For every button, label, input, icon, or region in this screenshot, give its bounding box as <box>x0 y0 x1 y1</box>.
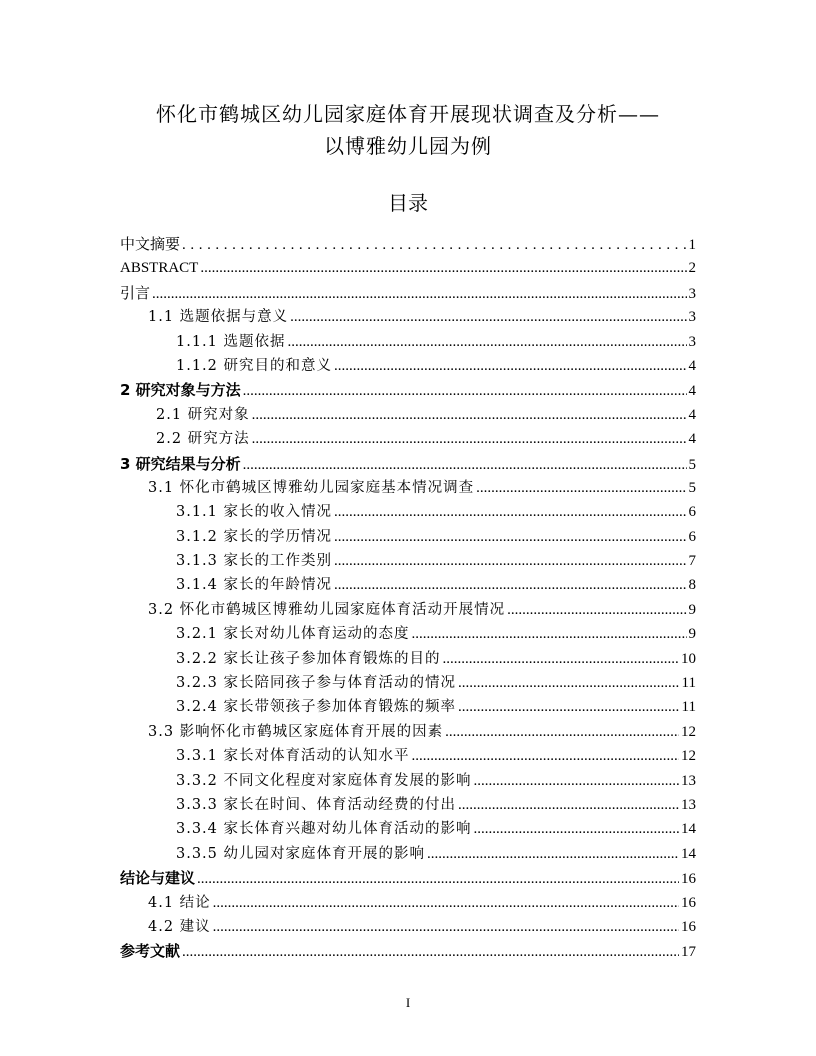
toc-page-number: 8 <box>688 577 696 594</box>
toc-entry-label: 2 研究对象与方法 <box>120 378 243 402</box>
toc-entry-3-3-4[interactable] <box>120 817 696 841</box>
toc-entry-label: ABSTRACT <box>120 256 200 280</box>
toc-page-number: 4 <box>688 406 696 423</box>
toc-entry-3-1-4[interactable] <box>120 573 696 597</box>
toc-entry-label: 3.3.1 家长对体育活动的认知水平 <box>120 744 412 768</box>
toc-page-number: 17 <box>681 944 696 961</box>
toc-leader <box>243 453 687 477</box>
toc-entry-label: 4.1 结论 <box>120 891 213 915</box>
toc-page-number: 11 <box>681 699 696 716</box>
toc-leader <box>334 573 686 597</box>
toc-leader <box>200 256 686 280</box>
page-number-footer: I <box>405 995 411 1010</box>
toc-entry-label: 结论与建议 <box>120 866 197 890</box>
toc-page-number: 6 <box>688 528 696 545</box>
toc-entry-label: 3.2.4 家长带领孩子参加体育锻炼的频率 <box>120 695 458 719</box>
toc-entry-1-1-2[interactable] <box>120 354 696 378</box>
toc-leader <box>290 305 686 329</box>
toc-page-number: 14 <box>681 845 696 862</box>
toc-entry-1-1-1[interactable] <box>120 330 696 354</box>
toc-entry-label: 2.1 研究对象 <box>120 403 252 427</box>
toc-entry-label: 3.1.1 家长的收入情况 <box>120 500 334 524</box>
toc-entry-chapter-3[interactable] <box>120 452 696 476</box>
toc-entry-introduction[interactable] <box>120 281 696 305</box>
toc-page-number: 6 <box>688 504 696 521</box>
toc-heading: 目录 <box>388 191 428 215</box>
toc-page-number: 3 <box>688 309 696 326</box>
toc-entry-3-3[interactable] <box>120 720 696 744</box>
toc-page-number: 3 <box>688 333 696 350</box>
toc-page-number: 12 <box>681 748 696 765</box>
toc-entry-3-2-1[interactable] <box>120 622 696 646</box>
toc-page-number: 5 <box>688 456 696 473</box>
toc-leader <box>412 622 687 646</box>
toc-page-number: 5 <box>688 479 696 496</box>
toc-entry-conclusion[interactable] <box>120 866 696 890</box>
table-of-contents <box>120 232 696 964</box>
toc-entry-label: 参考文献 <box>120 939 182 963</box>
toc-entry-3-2-3[interactable] <box>120 671 696 695</box>
toc-leader <box>476 476 686 500</box>
toc-entry-label: 引言 <box>120 281 152 305</box>
toc-page-number: 10 <box>681 650 696 667</box>
toc-entry-label: 3.1.2 家长的学历情况 <box>120 525 334 549</box>
toc-leader <box>474 769 679 793</box>
toc-page-number: 4 <box>688 431 696 448</box>
toc-leader <box>458 695 680 719</box>
toc-leader <box>182 233 686 257</box>
toc-leader <box>474 817 679 841</box>
toc-leader <box>288 330 687 354</box>
toc-entry-abstract-cn[interactable] <box>120 232 696 256</box>
toc-entry-label: 3.2.3 家长陪同孩子参与体育活动的情况 <box>120 671 458 695</box>
toc-entry-chapter-2[interactable] <box>120 378 696 402</box>
toc-entry-label: 中文摘要 <box>120 232 182 256</box>
toc-page-number: 13 <box>681 772 696 789</box>
toc-entry-label: 3.1 怀化市鹤城区博雅幼儿园家庭基本情况调查 <box>120 476 476 500</box>
toc-page-number: 3 <box>688 285 696 302</box>
toc-leader <box>152 282 686 306</box>
toc-leader <box>412 744 679 768</box>
toc-entry-3-2-4[interactable] <box>120 695 696 719</box>
toc-page-number: 9 <box>688 626 696 643</box>
toc-entry-3-3-2[interactable] <box>120 769 696 793</box>
toc-leader <box>252 403 687 427</box>
toc-leader <box>334 525 686 549</box>
toc-entry-label: 3.3 影响怀化市鹤城区家庭体育开展的因素 <box>120 720 445 744</box>
toc-page-number: 2 <box>688 260 696 277</box>
toc-entry-label: 3.2.1 家长对幼儿体育运动的态度 <box>120 622 412 646</box>
toc-leader <box>197 867 679 891</box>
document-title-line2: 以博雅幼儿园为例 <box>324 134 492 158</box>
toc-entry-3-1[interactable] <box>120 476 696 500</box>
toc-leader <box>458 671 680 695</box>
toc-leader <box>427 842 679 866</box>
toc-leader <box>334 500 686 524</box>
toc-entry-abstract-en[interactable] <box>120 256 696 280</box>
toc-entry-3-1-2[interactable] <box>120 525 696 549</box>
toc-page-number: 12 <box>681 723 696 740</box>
toc-page-number: 13 <box>681 796 696 813</box>
toc-entry-3-2[interactable] <box>120 598 696 622</box>
toc-page-number: 4 <box>688 383 696 400</box>
toc-page-number: 9 <box>688 601 696 618</box>
toc-leader <box>243 379 687 403</box>
toc-page-number: 16 <box>681 871 696 888</box>
toc-entry-label: 3.3.5 幼儿园对家庭体育开展的影响 <box>120 842 427 866</box>
toc-leader <box>334 549 686 573</box>
toc-leader <box>334 354 686 378</box>
toc-leader <box>252 427 687 451</box>
toc-page-number: 16 <box>681 894 696 911</box>
toc-entry-label: 4.2 建议 <box>120 915 213 939</box>
toc-entry-label: 1.1.2 研究目的和意义 <box>120 354 334 378</box>
toc-entry-3-3-1[interactable] <box>120 744 696 768</box>
document-title-line1: 怀化市鹤城区幼儿园家庭体育开展现状调查及分析—— <box>156 102 660 126</box>
toc-entry-label: 1.1 选题依据与意义 <box>120 305 290 329</box>
toc-page-number: 7 <box>688 553 696 570</box>
toc-page-number: 11 <box>681 675 696 692</box>
toc-leader <box>182 940 679 964</box>
toc-entry-2-2[interactable] <box>120 427 696 451</box>
toc-entry-3-1-3[interactable] <box>120 549 696 573</box>
toc-page-number: 4 <box>688 357 696 374</box>
toc-entry-label: 3.3.2 不同文化程度对家庭体育发展的影响 <box>120 769 474 793</box>
toc-entry-3-3-3[interactable] <box>120 793 696 817</box>
toc-entry-label: 2.2 研究方法 <box>120 427 252 451</box>
toc-entry-3-2-2[interactable] <box>120 647 696 671</box>
toc-page-number: 1 <box>688 237 696 253</box>
toc-entry-label: 1.1.1 选题依据 <box>120 330 288 354</box>
toc-page-number: 14 <box>681 821 696 838</box>
toc-entry-label: 3.3.4 家长体育兴趣对幼儿体育活动的影响 <box>120 817 474 841</box>
toc-entry-label: 3 研究结果与分析 <box>120 452 243 476</box>
toc-entry-1-1[interactable] <box>120 305 696 329</box>
toc-entry-references[interactable] <box>120 939 696 963</box>
toc-entry-label: 3.1.3 家长的工作类别 <box>120 549 334 573</box>
toc-leader <box>458 793 679 817</box>
toc-entry-label: 3.2.2 家长让孩子参加体育锻炼的目的 <box>120 647 443 671</box>
toc-entry-label: 3.2 怀化市鹤城区博雅幼儿园家庭体育活动开展情况 <box>120 598 507 622</box>
toc-page-number: 16 <box>681 918 696 935</box>
toc-entry-4-1[interactable] <box>120 891 696 915</box>
toc-leader <box>507 598 686 622</box>
toc-leader <box>213 891 679 915</box>
toc-entry-2-1[interactable] <box>120 403 696 427</box>
toc-leader <box>213 915 679 939</box>
toc-entry-label: 3.1.4 家长的年龄情况 <box>120 573 334 597</box>
toc-entry-4-2[interactable] <box>120 915 696 939</box>
toc-entry-label: 3.3.3 家长在时间、体育活动经费的付出 <box>120 793 458 817</box>
toc-entry-3-1-1[interactable] <box>120 500 696 524</box>
toc-leader <box>443 647 679 671</box>
toc-entry-3-3-5[interactable] <box>120 842 696 866</box>
toc-leader <box>445 720 679 744</box>
